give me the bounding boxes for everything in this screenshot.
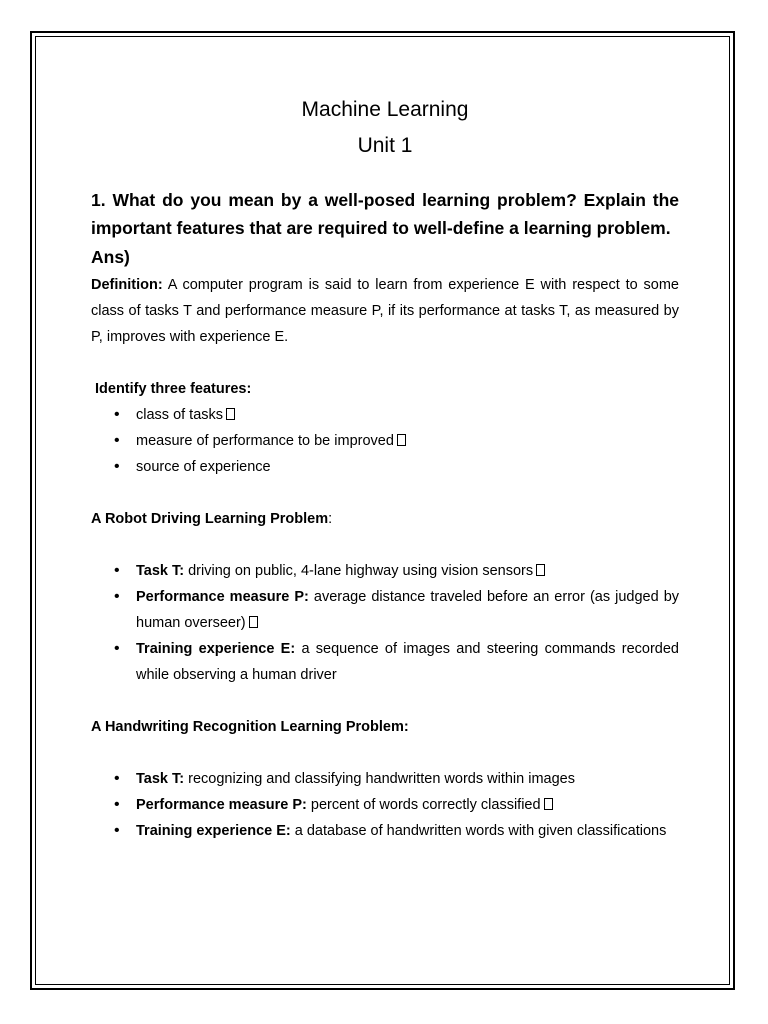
- robot-heading: A Robot Driving Learning Problem:: [91, 511, 333, 527]
- missing-glyph-icon: [536, 564, 545, 576]
- list-item: • source of experience: [91, 454, 679, 480]
- missing-glyph-icon: [226, 408, 235, 420]
- definition-label: Definition:: [91, 277, 163, 293]
- features-list: [91, 402, 679, 480]
- doc-title: Machine Learning: [301, 98, 469, 121]
- list-item: • Task T: recognizing and classifying handwritten words within images: [91, 766, 679, 792]
- list-item: • class of tasks: [91, 402, 679, 428]
- list-item: • Task T: driving on public, 4-lane highway using vision sensors: [91, 558, 679, 584]
- definition-paragraph: [91, 272, 679, 350]
- missing-glyph-icon: [397, 434, 406, 446]
- doc-subtitle: Unit 1: [357, 134, 413, 157]
- question-heading: 1. What do you mean by a well-posed learning problem? Explain the important features that are required to well-define a learning problem.: [91, 190, 679, 238]
- list-item: • measure of performance to be improved: [91, 428, 679, 454]
- missing-glyph-icon: [249, 616, 258, 628]
- list-item: • Training experience E: a database of handwritten words with given classifications: [91, 818, 679, 844]
- missing-glyph-icon: [544, 798, 553, 810]
- list-item: • Performance measure P: percent of words correctly classified: [91, 792, 679, 818]
- features-heading: Identify three features:: [95, 381, 252, 397]
- robot-list: [91, 558, 679, 688]
- handwriting-list: [91, 766, 679, 844]
- handwriting-heading: A Handwriting Recognition Learning Problem:: [91, 719, 409, 735]
- list-item: • Performance measure P: average distance traveled before an error (as judged by human overseer): [91, 584, 679, 636]
- definition-text: A computer program is said to learn from experience E with respect to some class of tasks T and performance measure P, if its performance at tasks T, as measured by P, improves with experience E.: [91, 277, 679, 345]
- document-body: [91, 92, 679, 844]
- answer-label: Ans): [91, 247, 130, 267]
- list-item: • Training experience E: a sequence of images and steering commands recorded while observing a human driver: [91, 636, 679, 688]
